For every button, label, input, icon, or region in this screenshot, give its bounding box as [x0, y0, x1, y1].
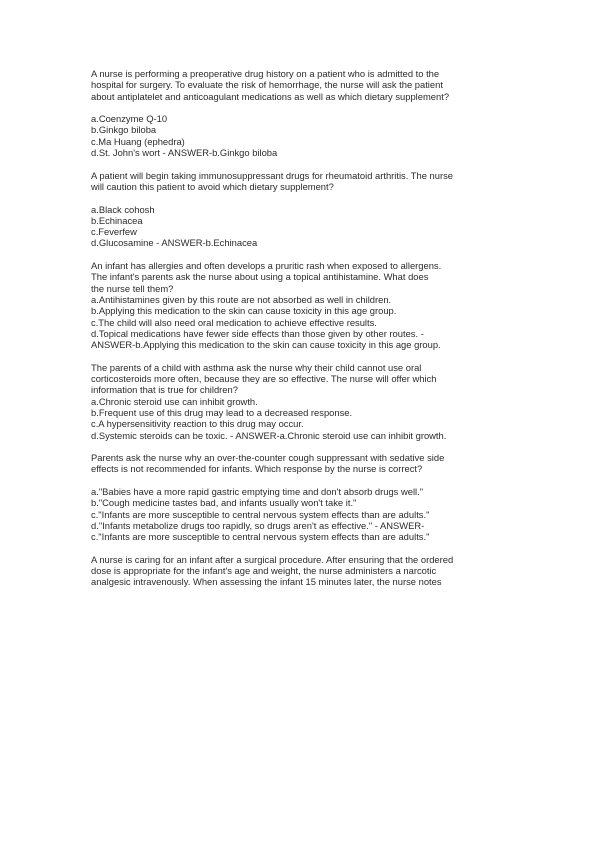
text-line: An infant has allergies and often develops a pruritic rash when exposed to allergens. [91, 260, 442, 272]
text-line: a."Babies have a more rapid gastric emptying time and don't absorb drugs well." [91, 485, 424, 497]
text-line: effects is not recommended for infants. Which response by the nurse is correct? [91, 463, 423, 475]
text-line: A patient will begin taking immunosuppressant drugs for rheumatoid arthritis. The nurse [91, 169, 453, 181]
text-line: b.Echinacea [91, 214, 143, 226]
text-line: d.Systemic steroids can be toxic. - ANSWER-a.Chronic steroid use can inhibit growth. [91, 429, 447, 441]
text-line: a.Chronic steroid use can inhibit growth. [91, 395, 258, 407]
text-line: c.Feverfew [91, 226, 137, 238]
text-line: a.Black cohosh [91, 203, 155, 215]
text-line: c.A hypersensitivity reaction to this drug may occur. [91, 418, 304, 430]
text-line: corticosteroids more often, because they are so effective. The nurse will offer which [91, 373, 437, 385]
text-block [91, 260, 526, 350]
text-line: c."Infants are more susceptible to central nervous system effects than are adults." [91, 531, 430, 543]
text-line: A nurse is caring for an infant after a surgical procedure. After ensuring that the ordered [91, 553, 454, 565]
text-line: c."Infants are more susceptible to central nervous system effects than are adults." [91, 508, 430, 520]
text-line: c.Ma Huang (ephedra) [91, 135, 185, 147]
text-line: The parents of a child with asthma ask the nurse why their child cannot use oral [91, 361, 422, 373]
text-line: will caution this patient to avoid which dietary supplement? [91, 180, 334, 192]
text-line: Parents ask the nurse why an over-the-counter cough suppressant with sedative side [91, 452, 445, 464]
text-line: a.Antihistamines given by this route are not absorbed as well in children. [91, 293, 392, 305]
text-line: information that is true for children? [91, 384, 238, 396]
text-line: b.Ginkgo biloba [91, 124, 157, 136]
text-line: d.St. John's wort - ANSWER-b.Ginkgo biloba [91, 147, 278, 159]
text-line: b.Applying this medication to the skin can cause toxicity in this age group. [91, 305, 397, 317]
text-block [91, 113, 526, 158]
text-line: analgesic intravenously. When assessing the infant 15 minutes later, the nurse notes [91, 576, 442, 588]
text-line: b.Frequent use of this drug may lead to a decreased response. [91, 406, 353, 418]
text-block [91, 486, 526, 542]
text-line: a.Coenzyme Q-10 [91, 113, 168, 125]
text-line: A nurse is performing a preoperative drug history on a patient who is admitted to the [91, 68, 440, 79]
text-block [91, 204, 526, 249]
text-line: about antiplatelet and anticoagulant medications as well as which dietary supplement? [91, 90, 450, 102]
text-line: d.Glucosamine - ANSWER-b.Echinacea [91, 237, 258, 249]
text-line: The infant's parents ask the nurse about using a topical antihistamine. What does [91, 271, 429, 283]
text-line: d."Infants metabolize drugs too rapidly, so drugs aren't as effective." - ANSWER- [91, 519, 425, 531]
text-block [91, 68, 526, 102]
text-block [91, 170, 526, 193]
text-line: hospital for surgery. To evaluate the risk of hemorrhage, the nurse will ask the patient [91, 79, 443, 91]
text-block [91, 554, 526, 588]
text-line: c.The child will also need oral medication to achieve effective results. [91, 316, 377, 328]
text-line: b."Cough medicine tastes bad, and infants usually won't take it." [91, 497, 357, 509]
text-line: ANSWER-b.Applying this medication to the skin can cause toxicity in this age group. [91, 339, 441, 351]
text-line: d.Topical medications have fewer side effects than those given by other routes. - [91, 327, 424, 339]
text-block [91, 362, 526, 441]
text-line: the nurse tell them? [91, 282, 174, 294]
text-line: dose is appropriate for the infant's age and weight, the nurse administers a narcotic [91, 565, 437, 577]
text-block [91, 452, 526, 475]
document-body [91, 68, 526, 599]
